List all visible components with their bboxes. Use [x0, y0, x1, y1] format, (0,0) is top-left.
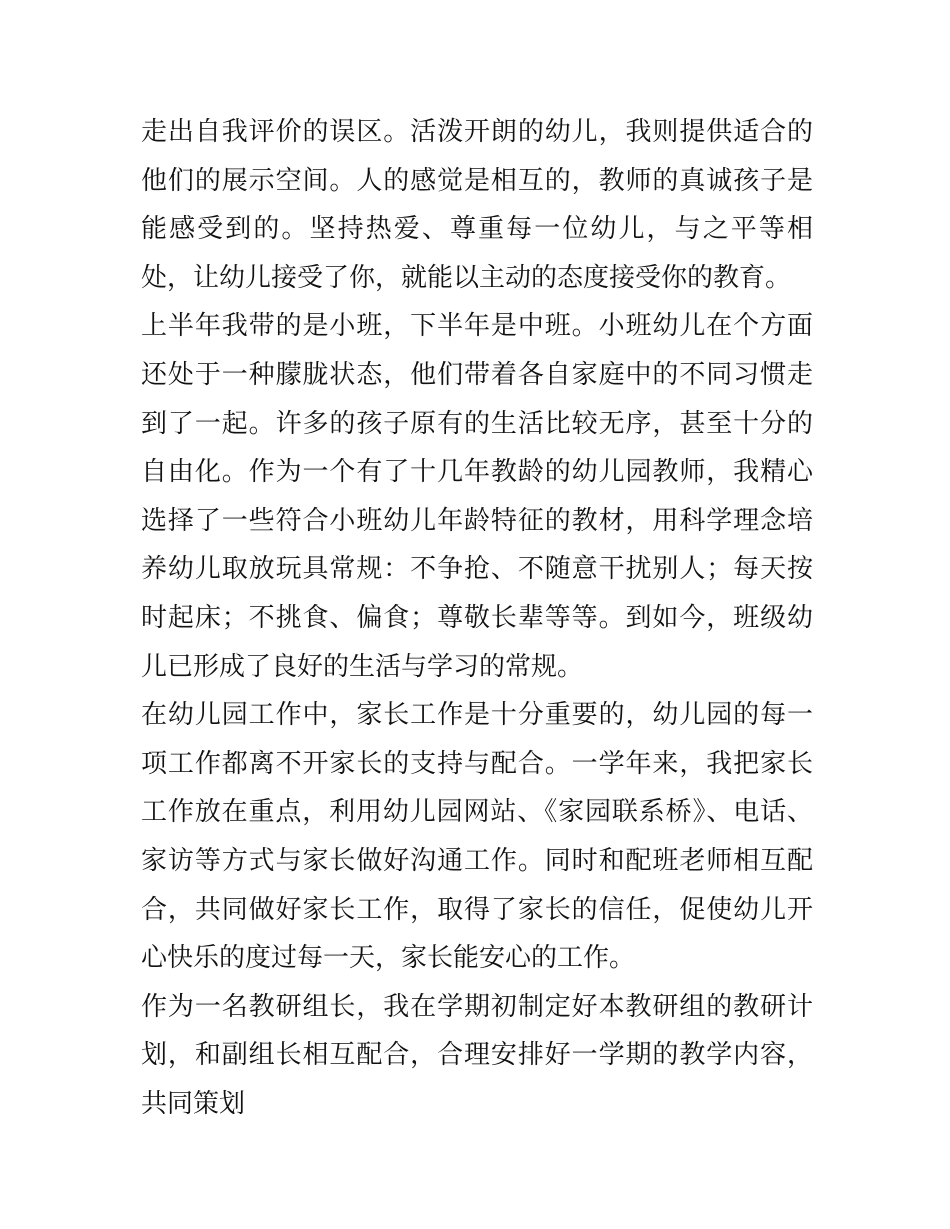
paragraph-2: 上半年我带的是小班，下半年是中班。小班幼儿在个方面还处于一种朦胧状态，他们带着各自家庭中的不同习惯走到了一起。许多的孩子原有的生活比较无序，甚至十分的自由化。作为一个有了十几年教龄的幼儿园教师，我精心选择了一些符合小班幼儿年龄特征的教材，用科学理念培养幼儿取放玩具常规：不争抢、不随意干扰别人；每天按时起床；不挑食、偏食；尊敬长辈等等。到如今，班级幼儿已形成了良好的生活与学习的常规。 [141, 311, 813, 682]
body-text [141, 108, 813, 1128]
paragraph-3: 在幼儿园工作中，家长工作是十分重要的，幼儿园的每一项工作都离不开家长的支持与配合。一学年来，我把家长工作放在重点，利用幼儿园网站、《家园联系桥》、电话、家访等方式与家长做好沟通工作。同时和配班老师相互配合，共同做好家长工作，取得了家长的信任，促使幼儿开心快乐的度过每一天，家长能安心的工作。 [141, 700, 813, 974]
paragraph-4: 作为一名教研组长，我在学期初制定好本教研组的教研计划，和副组长相互配合，合理安排好一学期的教学内容，共同策划 [141, 991, 813, 1119]
paragraph-1: 走出自我评价的误区。活泼开朗的幼儿，我则提供适合的他们的展示空间。人的感觉是相互的，教师的真诚孩子是能感受到的。坚持热爱、尊重每一位幼儿，与之平等相处，让幼儿接受了你，就能以主动的态度接受你的教育。 [141, 117, 813, 293]
